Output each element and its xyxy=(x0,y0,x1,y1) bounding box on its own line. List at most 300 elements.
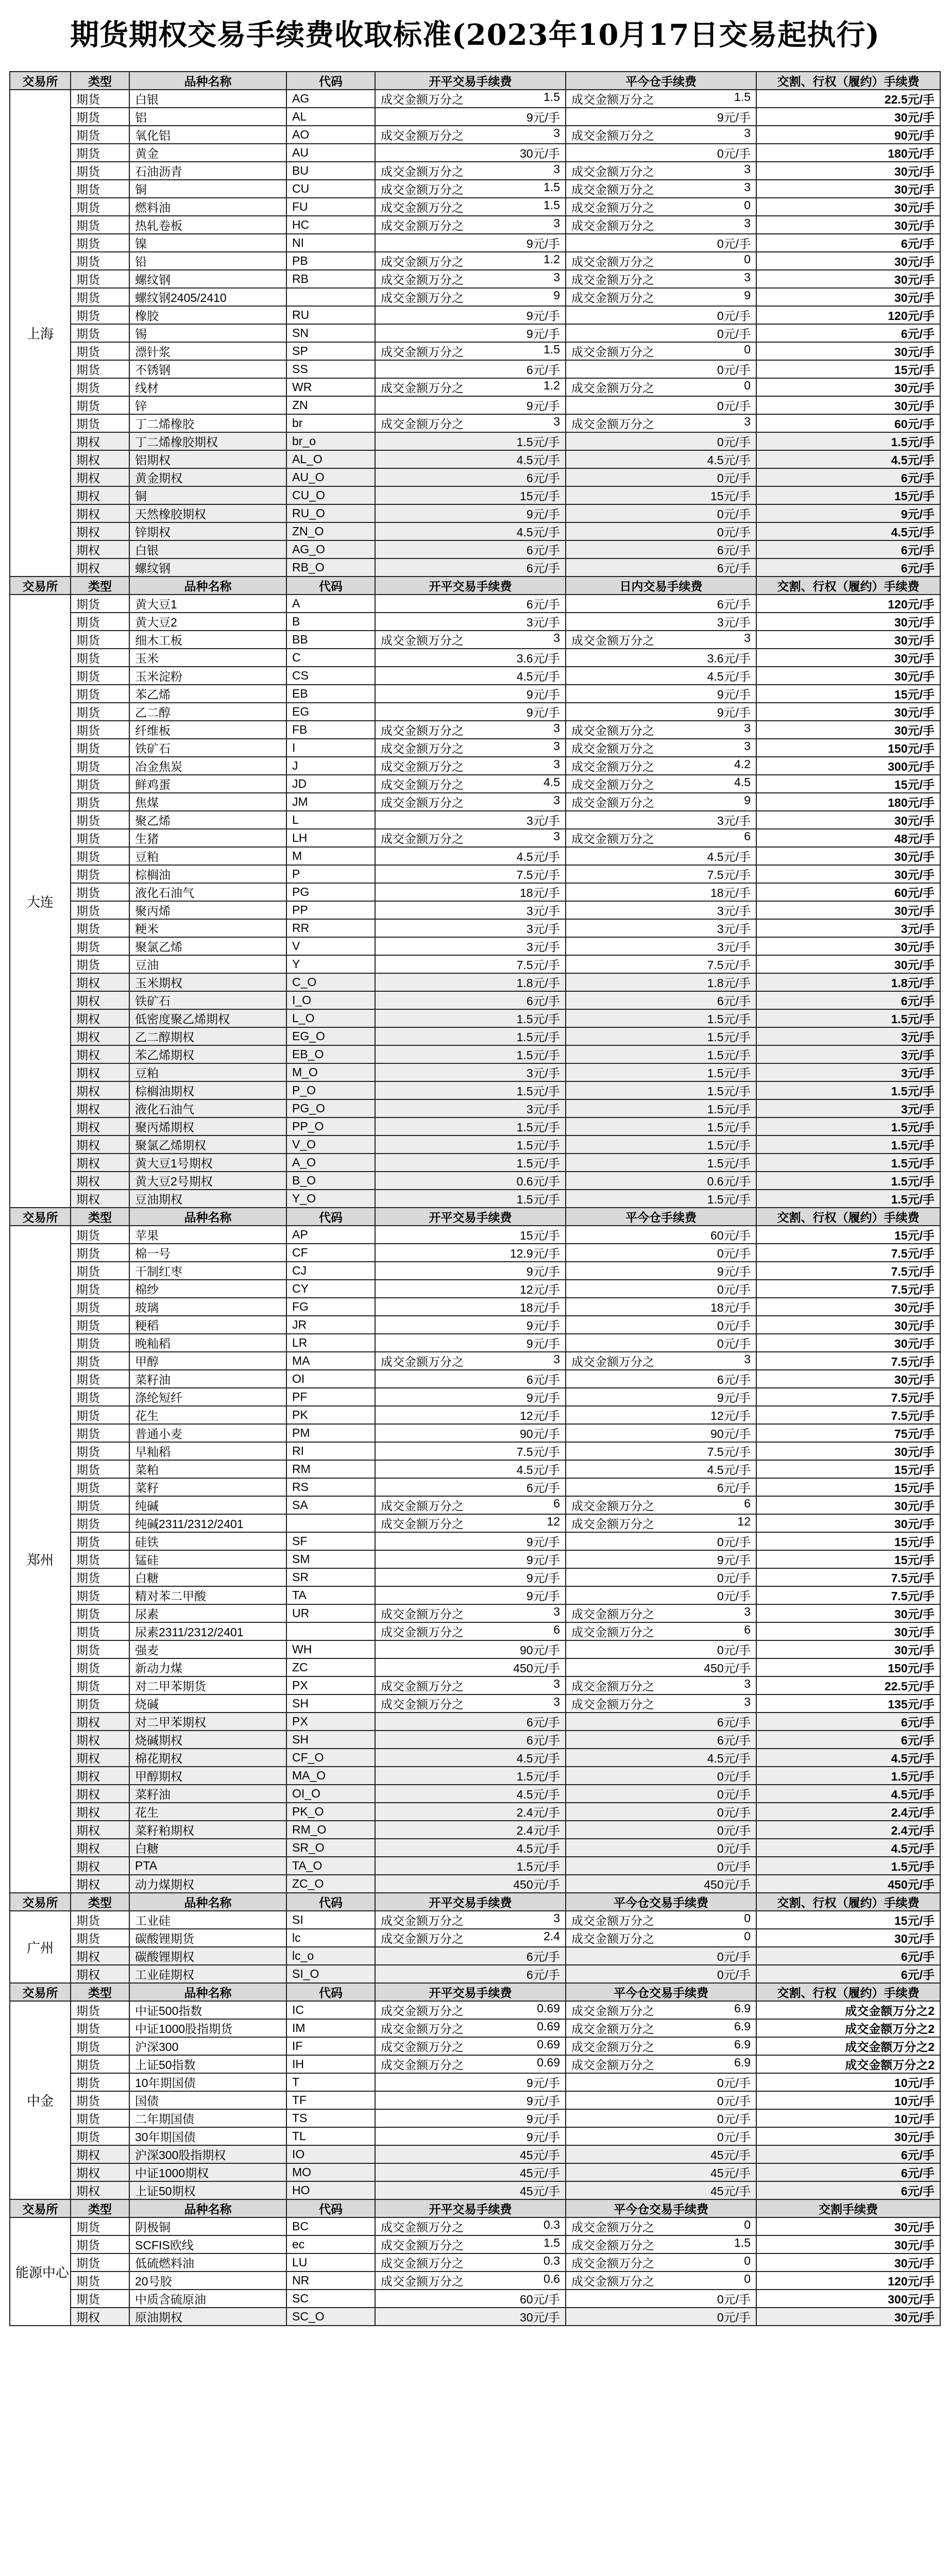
fee-value: 1.5 xyxy=(734,2236,751,2249)
table-row xyxy=(10,180,940,198)
fee-label: 成交金额万分之 xyxy=(571,1698,654,1711)
open-close-fee-cell xyxy=(375,2109,566,2127)
delivery-fee-cell: 30元/手 xyxy=(756,252,940,270)
table-row xyxy=(10,703,940,721)
fee-value: 6元/手 xyxy=(717,598,751,611)
delivery-fee-cell: 30元/手 xyxy=(756,108,940,126)
close-today-fee-cell xyxy=(566,973,756,991)
code-cell: B xyxy=(286,613,375,631)
fee-value: 15元/手 xyxy=(520,1229,560,1242)
header-code: 代码 xyxy=(286,1208,375,1226)
type-cell: 期货 xyxy=(71,901,129,919)
open-close-fee-cell xyxy=(375,1388,566,1406)
type-cell: 期货 xyxy=(71,865,129,883)
open-close-fee-cell xyxy=(375,2163,566,2181)
open-close-fee-cell xyxy=(375,2001,566,2019)
close-today-fee-cell xyxy=(566,1406,756,1424)
table-row xyxy=(10,1298,940,1316)
fee-value: 6元/手 xyxy=(717,544,751,557)
code-cell: T xyxy=(286,2073,375,2091)
fee-value: 3 xyxy=(553,415,560,428)
fee-value: 0 xyxy=(744,2254,751,2267)
fee-value: 6元/手 xyxy=(526,471,560,485)
product-name-cell: 尿素 xyxy=(129,1604,286,1622)
fee-value: 1.5 xyxy=(734,90,751,104)
product-name-cell: 工业硅 xyxy=(129,1911,286,1929)
open-close-fee-cell xyxy=(375,2073,566,2091)
fee-label: 成交金额万分之 xyxy=(571,778,654,791)
fee-value: 6 xyxy=(744,1497,751,1510)
table-row xyxy=(10,685,940,703)
delivery-fee-cell: 7.5元/手 xyxy=(756,1388,940,1406)
table-row xyxy=(10,1352,940,1370)
product-name-cell: 烧碱 xyxy=(129,1694,286,1713)
type-cell: 期货 xyxy=(71,1568,129,1586)
fee-value: 6元/手 xyxy=(526,1734,560,1747)
fee-value: 1.5元/手 xyxy=(707,1048,751,1062)
close-today-fee-cell xyxy=(566,2091,756,2109)
table-row xyxy=(10,2037,940,2055)
open-close-fee-cell xyxy=(375,432,566,450)
delivery-fee-cell: 7.5元/手 xyxy=(756,1406,940,1424)
code-cell: PG_O xyxy=(286,1099,375,1117)
fee-value: 6 xyxy=(553,1497,560,1510)
open-close-fee-cell xyxy=(375,1767,566,1785)
product-name-cell: 锡 xyxy=(129,324,286,342)
fee-value: 3 xyxy=(744,1695,751,1708)
code-cell: FU xyxy=(286,198,375,216)
code-cell: OI_O xyxy=(286,1785,375,1803)
product-name-cell: 黄大豆2号期权 xyxy=(129,1172,286,1190)
product-name-cell: 玉米淀粉 xyxy=(129,667,286,685)
fee-label: 成交金额万分之 xyxy=(571,1499,654,1513)
delivery-fee-cell: 30元/手 xyxy=(756,1622,940,1640)
delivery-fee-cell: 180元/手 xyxy=(756,144,940,162)
product-name-cell: 干制红枣 xyxy=(129,1262,286,1280)
section-header-row xyxy=(10,1983,940,2001)
product-name-cell: 菜籽粕期权 xyxy=(129,1821,286,1839)
code-cell: TL xyxy=(286,2127,375,2145)
fee-value: 6元/手 xyxy=(526,544,560,557)
product-name-cell: 新动力煤 xyxy=(129,1658,286,1676)
open-close-fee-cell xyxy=(375,1244,566,1262)
close-today-fee-cell xyxy=(566,360,756,378)
code-cell: PM xyxy=(286,1424,375,1442)
type-cell: 期权 xyxy=(71,1731,129,1749)
code-cell: V xyxy=(286,937,375,955)
fee-value: 7.5元/手 xyxy=(707,1445,751,1459)
fee-label: 成交金额万分之 xyxy=(571,165,654,178)
code-cell: ec xyxy=(286,2235,375,2253)
fee-value: 3 xyxy=(553,1911,560,1925)
delivery-fee-cell: 成交金额万分之2 xyxy=(756,2019,940,2037)
header-close-today-fee: 平今仓手续费 xyxy=(566,1208,756,1226)
fee-value: 1.5 xyxy=(544,2236,560,2249)
fee-value: 0.6元/手 xyxy=(707,1175,751,1188)
table-row xyxy=(10,1586,940,1604)
type-cell: 期权 xyxy=(71,486,129,504)
product-name-cell: 聚氯乙烯期权 xyxy=(129,1136,286,1154)
open-close-fee-cell xyxy=(375,721,566,739)
code-cell: TS xyxy=(286,2109,375,2127)
type-cell: 期货 xyxy=(71,2235,129,2253)
close-today-fee-cell xyxy=(566,1136,756,1154)
delivery-fee-cell: 3元/手 xyxy=(756,1099,940,1117)
fee-value: 12 xyxy=(547,1515,560,1528)
fee-value: 0元/手 xyxy=(717,2293,751,2306)
fee-value: 2.4元/手 xyxy=(516,1824,560,1837)
delivery-fee-cell: 30元/手 xyxy=(756,955,940,973)
table-row xyxy=(10,414,940,432)
product-name-cell: 中质含硫原油 xyxy=(129,2290,286,2308)
close-today-fee-cell xyxy=(566,865,756,883)
code-cell: L_O xyxy=(286,1009,375,1027)
delivery-fee-cell: 30元/手 xyxy=(756,811,940,829)
product-name-cell: 白银 xyxy=(129,90,286,108)
code-cell: SI_O xyxy=(286,1965,375,1983)
type-cell: 期货 xyxy=(71,2290,129,2308)
header-type: 类型 xyxy=(71,577,129,595)
fee-table xyxy=(9,71,941,2326)
table-row xyxy=(10,126,940,144)
product-name-cell: 铝期权 xyxy=(129,450,286,468)
fee-label: 成交金额万分之 xyxy=(571,2022,654,2036)
close-today-fee-cell xyxy=(566,1063,756,1081)
close-today-fee-cell xyxy=(566,1081,756,1099)
delivery-fee-cell: 450元/手 xyxy=(756,1875,940,1893)
close-today-fee-cell xyxy=(566,414,756,432)
fee-label: 成交金额万分之 xyxy=(571,1625,654,1639)
table-row xyxy=(10,2253,940,2272)
fee-value: 12元/手 xyxy=(520,1283,560,1296)
table-row xyxy=(10,1929,940,1947)
code-cell: AG_O xyxy=(286,540,375,558)
open-close-fee-cell xyxy=(375,1154,566,1172)
open-close-fee-cell xyxy=(375,360,566,378)
delivery-fee-cell: 120元/手 xyxy=(756,306,940,324)
fee-value: 3.6元/手 xyxy=(707,652,751,665)
code-cell: PX xyxy=(286,1676,375,1694)
delivery-fee-cell: 30元/手 xyxy=(756,2308,940,2326)
fee-value: 6元/手 xyxy=(526,562,560,575)
code-cell: P_O xyxy=(286,1081,375,1099)
header-product: 品种名称 xyxy=(129,1983,286,2001)
fee-label: 成交金额万分之 xyxy=(571,1607,654,1621)
fee-value: 0 xyxy=(744,252,751,266)
product-name-cell: 铅 xyxy=(129,252,286,270)
type-cell: 期货 xyxy=(71,2109,129,2127)
product-name-cell: 低硫燃料油 xyxy=(129,2253,286,2272)
product-name-cell: 漂针浆 xyxy=(129,342,286,360)
product-name-cell: 尿素2311/2312/2401 xyxy=(129,1622,286,1640)
fee-label: 成交金额万分之 xyxy=(381,2040,464,2054)
delivery-fee-cell: 150元/手 xyxy=(756,739,940,757)
fee-value: 1.5元/手 xyxy=(516,1157,560,1170)
header-close-today-fee: 日内交易手续费 xyxy=(566,577,756,595)
open-close-fee-cell xyxy=(375,90,566,108)
product-name-cell: 纯碱2311/2312/2401 xyxy=(129,1514,286,1532)
product-name-cell: 聚乙烯 xyxy=(129,811,286,829)
close-today-fee-cell xyxy=(566,955,756,973)
close-today-fee-cell xyxy=(566,829,756,847)
code-cell: LH xyxy=(286,829,375,847)
fee-value: 1.2 xyxy=(544,252,560,266)
type-cell: 期货 xyxy=(71,1226,129,1244)
open-close-fee-cell xyxy=(375,1496,566,1514)
fee-value: 1.5元/手 xyxy=(516,1770,560,1783)
fee-value: 450元/手 xyxy=(513,1662,560,1675)
fee-value: 9元/手 xyxy=(526,688,560,701)
product-name-cell: 烧碱期权 xyxy=(129,1731,286,1749)
product-name-cell: 锌期权 xyxy=(129,522,286,540)
table-row xyxy=(10,1406,940,1424)
fee-label: 成交金额万分之 xyxy=(571,760,654,773)
fee-value: 45元/手 xyxy=(710,2148,751,2162)
delivery-fee-cell: 22.5元/手 xyxy=(756,90,940,108)
type-cell: 期货 xyxy=(71,288,129,306)
fee-value: 0.69 xyxy=(537,2038,560,2051)
open-close-fee-cell xyxy=(375,901,566,919)
table-row xyxy=(10,1749,940,1767)
open-close-fee-cell xyxy=(375,486,566,504)
fee-value: 9元/手 xyxy=(526,1391,560,1404)
close-today-fee-cell xyxy=(566,2073,756,2091)
product-name-cell: 阴极铜 xyxy=(129,2217,286,2235)
table-row xyxy=(10,2073,940,2091)
header-code: 代码 xyxy=(286,72,375,90)
product-name-cell: 粳米 xyxy=(129,919,286,937)
delivery-fee-cell: 15元/手 xyxy=(756,1532,940,1550)
code-cell xyxy=(286,1622,375,1640)
product-name-cell: 二年期国债 xyxy=(129,2109,286,2127)
product-name-cell: 国债 xyxy=(129,2091,286,2109)
close-today-fee-cell xyxy=(566,1117,756,1136)
delivery-fee-cell: 30元/手 xyxy=(756,288,940,306)
fee-value: 6 xyxy=(553,1623,560,1636)
fee-value: 1.8元/手 xyxy=(516,976,560,990)
delivery-fee-cell: 4.5元/手 xyxy=(756,522,940,540)
fee-value: 6元/手 xyxy=(526,598,560,611)
fee-value: 3元/手 xyxy=(526,940,560,954)
product-name-cell: 硅铁 xyxy=(129,1532,286,1550)
fee-label: 成交金额万分之 xyxy=(381,832,464,845)
code-cell: IF xyxy=(286,2037,375,2055)
delivery-fee-cell: 30元/手 xyxy=(756,396,940,414)
header-close-today-fee: 平今仓交易手续费 xyxy=(566,1983,756,2001)
fee-value: 6.9 xyxy=(734,2038,751,2051)
close-today-fee-cell xyxy=(566,558,756,577)
code-cell: EG xyxy=(286,703,375,721)
table-row xyxy=(10,1514,940,1532)
type-cell: 期货 xyxy=(71,703,129,721)
delivery-fee-cell: 6元/手 xyxy=(756,540,940,558)
fee-value: 3元/手 xyxy=(526,904,560,918)
type-cell: 期货 xyxy=(71,216,129,234)
fee-value: 0元/手 xyxy=(717,2094,751,2108)
close-today-fee-cell xyxy=(566,1442,756,1460)
fee-value: 60元/手 xyxy=(710,1229,751,1242)
open-close-fee-cell xyxy=(375,1785,566,1803)
table-row xyxy=(10,2235,940,2253)
fee-value: 9元/手 xyxy=(717,111,751,124)
fee-label: 成交金额万分之 xyxy=(571,255,654,268)
type-cell: 期货 xyxy=(71,739,129,757)
product-name-cell: 铁矿石 xyxy=(129,739,286,757)
fee-value: 18元/手 xyxy=(520,1301,560,1314)
table-row xyxy=(10,198,940,216)
type-cell: 期权 xyxy=(71,1154,129,1172)
delivery-fee-cell: 120元/手 xyxy=(756,2272,940,2290)
table-row xyxy=(10,108,940,126)
fee-value: 6元/手 xyxy=(526,1373,560,1386)
product-name-cell: 线材 xyxy=(129,378,286,396)
product-name-cell: 棕榈油 xyxy=(129,865,286,883)
type-cell: 期权 xyxy=(71,1136,129,1154)
open-close-fee-cell xyxy=(375,919,566,937)
code-cell: A xyxy=(286,595,375,613)
code-cell: AG xyxy=(286,90,375,108)
table-row xyxy=(10,1658,940,1676)
code-cell: IC xyxy=(286,2001,375,2019)
fee-label: 成交金额万分之 xyxy=(381,2004,464,2018)
product-name-cell: 石油沥青 xyxy=(129,162,286,180)
header-close-today-fee: 平今仓手续费 xyxy=(566,72,756,90)
delivery-fee-cell: 3元/手 xyxy=(756,919,940,937)
fee-value: 6元/手 xyxy=(526,363,560,377)
delivery-fee-cell: 6元/手 xyxy=(756,558,940,577)
close-today-fee-cell xyxy=(566,432,756,450)
open-close-fee-cell xyxy=(375,504,566,522)
product-name-cell: 聚丙烯 xyxy=(129,901,286,919)
open-close-fee-cell xyxy=(375,1676,566,1694)
table-row xyxy=(10,396,940,414)
table-row xyxy=(10,1027,940,1045)
open-close-fee-cell xyxy=(375,1839,566,1857)
fee-value: 450元/手 xyxy=(513,1878,560,1891)
fee-label: 成交金额万分之 xyxy=(381,273,464,286)
open-close-fee-cell xyxy=(375,252,566,270)
close-today-fee-cell xyxy=(566,1803,756,1821)
fee-value: 1.5元/手 xyxy=(516,1193,560,1206)
fee-value: 0 xyxy=(744,2218,751,2231)
code-cell: BU xyxy=(286,162,375,180)
type-cell: 期货 xyxy=(71,2127,129,2145)
close-today-fee-cell xyxy=(566,162,756,180)
table-row xyxy=(10,558,940,577)
open-close-fee-cell xyxy=(375,937,566,955)
fee-value: 7.5元/手 xyxy=(516,1445,560,1459)
product-name-cell: 低密度聚乙烯期权 xyxy=(129,1009,286,1027)
fee-value: 9元/手 xyxy=(526,2112,560,2126)
open-close-fee-cell xyxy=(375,955,566,973)
open-close-fee-cell xyxy=(375,1586,566,1604)
fee-value: 1.5元/手 xyxy=(516,1012,560,1026)
type-cell: 期货 xyxy=(71,252,129,270)
code-cell: LR xyxy=(286,1334,375,1352)
header-open-close-fee: 开平交易手续费 xyxy=(375,1893,566,1911)
fee-value: 4.5元/手 xyxy=(516,1788,560,1801)
product-name-cell: 丁二烯橡胶期权 xyxy=(129,432,286,450)
close-today-fee-cell xyxy=(566,1298,756,1316)
fee-value: 9元/手 xyxy=(526,327,560,341)
delivery-fee-cell: 15元/手 xyxy=(756,775,940,793)
table-row xyxy=(10,847,940,865)
fee-value: 1.5 xyxy=(544,198,560,212)
fee-value: 3 xyxy=(553,721,560,735)
fee-label: 成交金额万分之 xyxy=(571,1680,654,1693)
delivery-fee-cell: 30元/手 xyxy=(756,1370,940,1388)
delivery-fee-cell: 成交金额万分之2 xyxy=(756,2001,940,2019)
open-close-fee-cell xyxy=(375,1532,566,1550)
delivery-fee-cell: 成交金额万分之2 xyxy=(756,2037,940,2055)
open-close-fee-cell xyxy=(375,757,566,775)
close-today-fee-cell xyxy=(566,1785,756,1803)
table-row xyxy=(10,2091,940,2109)
close-today-fee-cell xyxy=(566,2055,756,2073)
delivery-fee-cell: 150元/手 xyxy=(756,1658,940,1676)
table-row xyxy=(10,739,940,757)
delivery-fee-cell: 30元/手 xyxy=(756,865,940,883)
fee-label: 成交金额万分之 xyxy=(571,1355,654,1368)
code-cell: SH xyxy=(286,1694,375,1713)
fee-value: 0元/手 xyxy=(717,1589,751,1603)
close-today-fee-cell xyxy=(566,937,756,955)
fee-value: 1.5元/手 xyxy=(707,1012,751,1026)
header-exchange: 交易所 xyxy=(10,1208,71,1226)
delivery-fee-cell: 1.5元/手 xyxy=(756,1117,940,1136)
delivery-fee-cell: 30元/手 xyxy=(756,2253,940,2272)
open-close-fee-cell xyxy=(375,1045,566,1063)
header-close-today-fee: 平今仓交易手续费 xyxy=(566,1893,756,1911)
close-today-fee-cell xyxy=(566,270,756,288)
delivery-fee-cell: 4.5元/手 xyxy=(756,1785,940,1803)
fee-label: 成交金额万分之 xyxy=(381,1517,464,1531)
close-today-fee-cell xyxy=(566,811,756,829)
type-cell: 期货 xyxy=(71,2272,129,2290)
fee-label: 成交金额万分之 xyxy=(381,417,464,431)
fee-value: 0.69 xyxy=(537,2056,560,2069)
close-today-fee-cell xyxy=(566,198,756,216)
fee-value: 0.6元/手 xyxy=(516,1175,560,1188)
fee-value: 3 xyxy=(744,1605,751,1618)
section-header-row xyxy=(10,1208,940,1226)
fee-value: 3 xyxy=(553,216,560,230)
close-today-fee-cell xyxy=(566,595,756,613)
delivery-fee-cell: 15元/手 xyxy=(756,1550,940,1568)
open-close-fee-cell xyxy=(375,1009,566,1027)
product-name-cell: 花生 xyxy=(129,1803,286,1821)
close-today-fee-cell xyxy=(566,1658,756,1676)
fee-label: 成交金额万分之 xyxy=(571,2004,654,2018)
product-name-cell: 黄金 xyxy=(129,144,286,162)
delivery-fee-cell: 30元/手 xyxy=(756,216,940,234)
table-row xyxy=(10,883,940,901)
header-open-close-fee: 开平交易手续费 xyxy=(375,577,566,595)
delivery-fee-cell: 1.5元/手 xyxy=(756,1136,940,1154)
product-name-cell: 中证500指数 xyxy=(129,2001,286,2019)
fee-value: 60元/手 xyxy=(520,2293,560,2306)
open-close-fee-cell xyxy=(375,2217,566,2235)
code-cell: AO xyxy=(286,126,375,144)
fee-value: 1.5元/手 xyxy=(516,1139,560,1152)
fee-value: 3 xyxy=(553,829,560,843)
fee-value: 90元/手 xyxy=(710,1427,751,1440)
code-cell: CJ xyxy=(286,1262,375,1280)
delivery-fee-cell: 15元/手 xyxy=(756,1911,940,1929)
fee-label: 成交金额万分之 xyxy=(381,1499,464,1513)
table-row xyxy=(10,1370,940,1388)
code-cell: WR xyxy=(286,378,375,396)
